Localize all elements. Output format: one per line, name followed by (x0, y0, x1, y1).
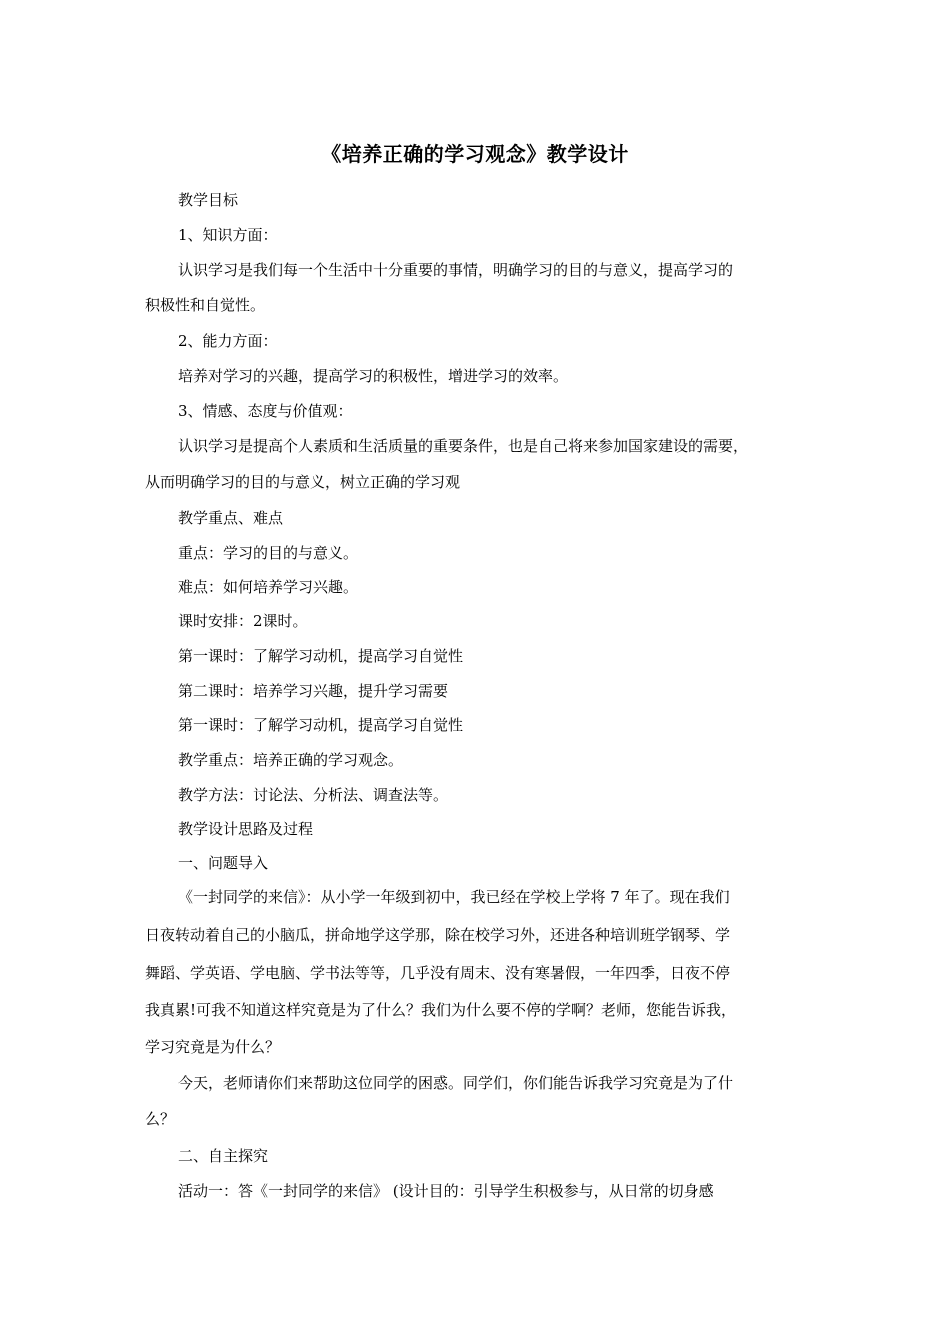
paragraph-line: 认识学习是提高个人素质和生活质量的重要条件，也是自己将来参加国家建设的需要， (178, 437, 749, 455)
lesson-line: 第一课时：了解学习动机，提高学习自觉性 (178, 716, 464, 734)
keypoint-line: 重点：学习的目的与意义。 (178, 544, 359, 562)
letter-line: 我真累!可我不知道这样究竟是为了什么？我们为什么要不停的学啊？老师，您能告诉我， (145, 1001, 737, 1019)
letter-line: 学习究竟是为什么？ (145, 1038, 281, 1056)
letter-line: 舞蹈、学英语、学电脑、学书法等等，几乎没有周末、没有寒暑假，一年四季，日夜不停 (145, 964, 731, 982)
schedule-line: 课时安排：2课时。 (178, 612, 308, 630)
paragraph-line: 认识学习是我们每一个生活中十分重要的事情，明确学习的目的与意义，提高学习的 (178, 261, 734, 279)
paragraph-line: 么？ (145, 1110, 176, 1128)
subheading-intro: 一、问题导入 (178, 854, 269, 872)
paragraph-line: 积极性和自觉性。 (145, 296, 266, 314)
letter-line: 日夜转动着自己的小脑瓜，拼命地学这学那，除在校学习外，还进各种培训班学钢琴、学 (145, 926, 731, 944)
subheading-explore: 二、自主探究 (178, 1147, 269, 1165)
section-heading-process: 教学设计思路及过程 (178, 820, 314, 838)
paragraph-line: 培养对学习的兴趣，提高学习的积极性，增进学习的效率。 (178, 367, 569, 385)
paragraph-line: 从而明确学习的目的与意义，树立正确的学习观 (145, 473, 461, 491)
focus-line: 教学重点：培养正确的学习观念。 (178, 751, 404, 769)
subheading-attitude: 3、情感、态度与价值观： (178, 402, 353, 420)
subheading-knowledge: 1、知识方面： (178, 226, 278, 244)
activity-line: 活动一：答《一封同学的来信》 (设计目的：引导学生积极参与，从日常的切身感 (178, 1182, 714, 1200)
section-heading-keypoints: 教学重点、难点 (178, 509, 284, 527)
subheading-ability: 2、能力方面： (178, 332, 278, 350)
document-title: 《培养正确的学习观念》教学设计 (321, 142, 629, 166)
paragraph-line: 今天，老师请你们来帮助这位同学的困惑。同学们，你们能告诉我学习究竟是为了什 (178, 1074, 734, 1092)
letter-line: 《一封同学的来信》：从小学一年级到初中，我已经在学校上学将 7 年了。现在我们 (178, 888, 730, 906)
section-heading-goals: 教学目标 (178, 191, 239, 209)
method-line: 教学方法：讨论法、分析法、调查法等。 (178, 786, 449, 804)
lesson-line: 第一课时：了解学习动机，提高学习自觉性 (178, 647, 464, 665)
lesson-line: 第二课时：培养学习兴趣，提升学习需要 (178, 682, 449, 700)
difficulty-line: 难点：如何培养学习兴趣。 (178, 578, 359, 596)
